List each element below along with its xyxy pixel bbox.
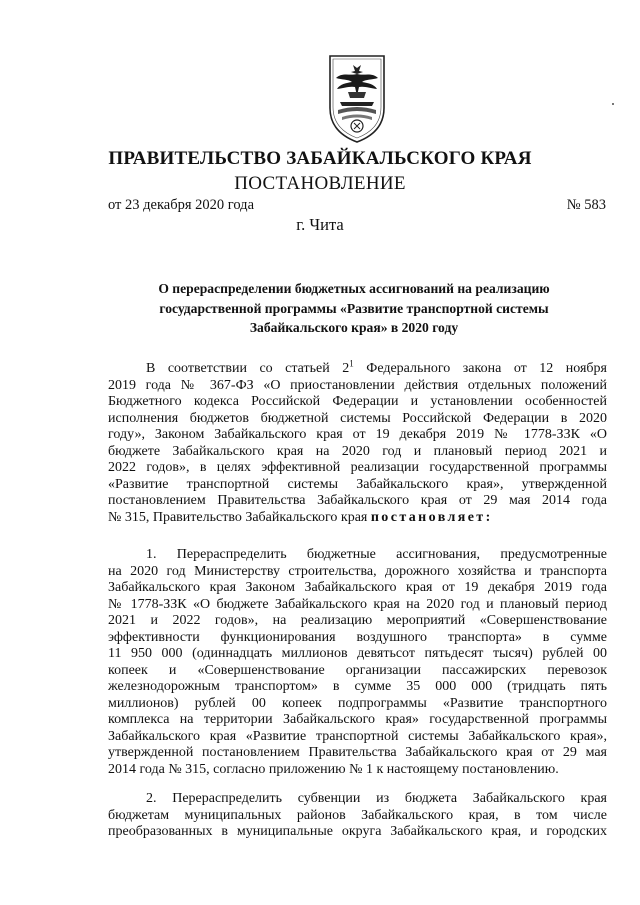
paragraph-line: 11 950 000 (одиннадцать миллионов девятьсот пятьдесят тысяч) рублей 00 [108, 646, 607, 661]
document-type: ПОСТАНОВЛЕНИЕ [234, 173, 406, 194]
organization-title: ПРАВИТЕЛЬСТВО ЗАБАЙКАЛЬСКОГО КРАЯ [108, 148, 532, 169]
paragraph-line: 2014 года № 315, согласно приложению № 1 к настоящему постановлению. [108, 761, 559, 777]
paragraph-line: 2. Перераспределить субвенции из бюджета Забайкальского края [146, 791, 607, 806]
clause-1 [108, 547, 607, 778]
document-subject [110, 279, 598, 338]
paragraph-line: Забайкальского края Законом Забайкальского края от 19 декабря 2019 года [108, 580, 607, 595]
preamble-paragraph [108, 358, 607, 526]
scan-speck [612, 103, 614, 105]
paragraph-line: В соответствии со статьей $2^1$ Федерального закона от 12 ноября [146, 358, 607, 376]
paragraph-line: «Развитие транспортной системы Забайкальского края», утвержденной [108, 476, 607, 492]
paragraph-line: железнодорожным транспортом» в сумме 35 000 000 (тридцать пять [108, 679, 607, 694]
paragraph-line: утвержденной постановлением Правительства Забайкальского края от 29 мая [108, 745, 607, 760]
paragraph-line: 2022 годов», в целях эффективной реализации государственной программы [108, 460, 607, 475]
paragraph-line: № 1778-ЗЗК «О бюджете Забайкальского края на 2020 год и плановый период [108, 596, 607, 612]
paragraph-line: 2021 и 2022 годов», на реализацию мероприятий «Совершенствование [108, 613, 607, 628]
document-meta [108, 197, 606, 214]
paragraph-line: Забайкальского края «Развитие транспортной системы Забайкальского края», [108, 728, 607, 744]
document-number: № 583 [566, 197, 606, 213]
paragraph-line: на 2020 год Министерству строительства, дорожного хозяйства и транспорта [108, 563, 607, 579]
superscript: 1 [349, 358, 354, 369]
paragraph-line: эффективности функционирования воздушного транспорта» в сумме [108, 629, 607, 645]
paragraph-line: постановлением Правительства Забайкальского края от 29 мая 2014 года [108, 493, 607, 508]
paragraph-line: году», Законом Забайкальского края от 19 декабря 2019 № 1778-ЗЗК «О [108, 427, 607, 442]
paragraph-line: исполнения бюджетов бюджетной системы Российской Федерации в 2020 [108, 410, 607, 426]
paragraph-line: комплекса на территории Забайкальского края» государственной программы [108, 712, 607, 727]
paragraph-line: миллионов) рублей 00 копеек подпрограммы «Развитие транспортного [108, 695, 607, 711]
subject-line: Забайкальского края» в 2020 году [249, 320, 459, 335]
paragraph-line: копеек и «Совершенствование организации пассажирских перевозок [108, 662, 607, 678]
paragraph-line: бюджете Забайкальского края на 2020 год и плановый период 2021 и [108, 443, 607, 459]
subject-line: О перераспределении бюджетных ассигнований на реализацию [158, 281, 550, 296]
subject-line: государственной программы «Развитие транспортной системы [159, 300, 549, 316]
document-city: г. Чита [296, 215, 344, 234]
paragraph-line: 1. Перераспределить бюджетные ассигнования, предусмотренные [146, 547, 607, 562]
resolves-keyword: постановляет: [370, 509, 493, 525]
paragraph-line: 2019 года № 367-ФЗ «О приостановлении действия отдельных положений [108, 377, 607, 393]
clause-2 [108, 791, 607, 841]
paragraph-line: Бюджетного кодекса Российской Федерации и установлении особенностей [108, 394, 607, 409]
paragraph-line: преобразованных в муниципальные округа Забайкальского края, и городских [108, 824, 607, 839]
paragraph-line: № 315, Правительство Забайкальского края постановляет: [108, 509, 493, 525]
paragraph-line: бюджетам муниципальных районов Забайкальского края, в том числе [108, 807, 607, 823]
coat-of-arms-icon [324, 52, 390, 144]
document-date: от 23 декабря 2020 года [108, 197, 254, 213]
